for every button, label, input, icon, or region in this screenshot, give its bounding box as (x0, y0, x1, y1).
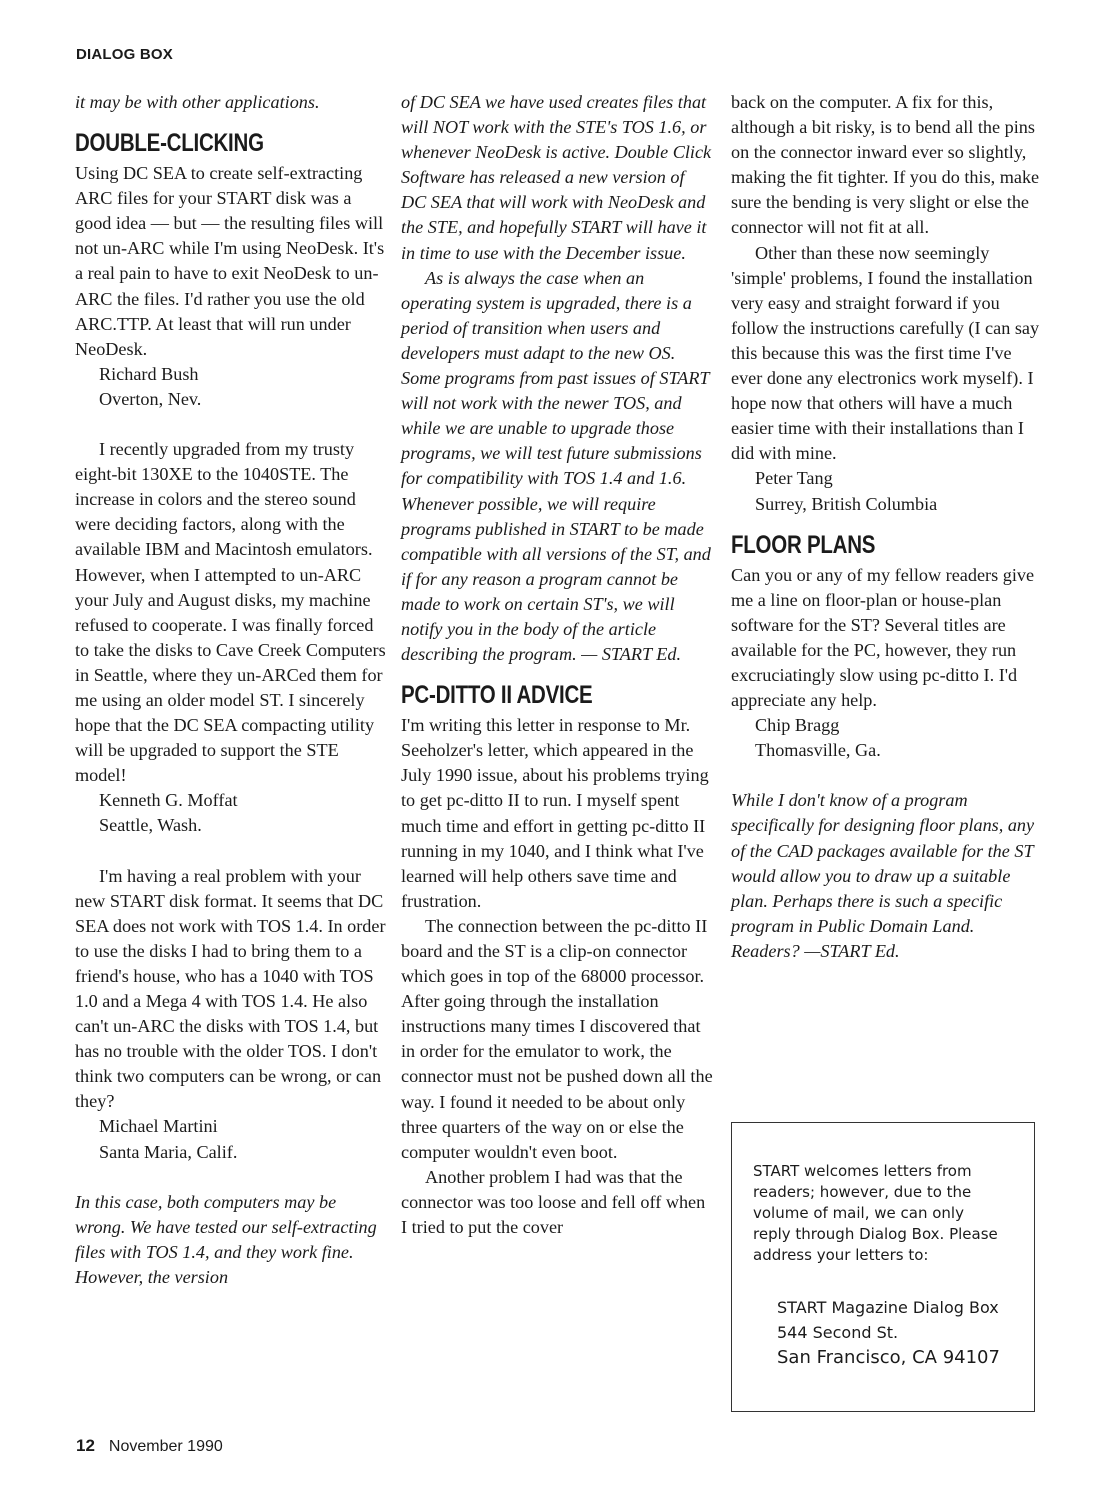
editor-reply: As is always the case when an operating system is upgraded, there is a period of transition when users and developers must adapt to the new OS. Some programs from past issues of START will not work with the newer TOS, and while we are unable to upgrade those programs, we will test future submissions for compatibility with TOS 1.4 and 1.6. Whenever possible, we will require programs published in START to be made compatible with all versions of the ST, and if for any reason a program cannot be made to work on certain ST's, we will notify you in the body of the article describing the program. — START Ed. (401, 267, 711, 665)
signature-name: Kenneth G. Moffat (99, 790, 238, 811)
address-line: San Francisco, CA 94107 (777, 1347, 1000, 1368)
signature-name: Peter Tang (755, 468, 833, 489)
issue-date: November 1990 (108, 1438, 223, 1455)
signature-name: Richard Bush (99, 363, 199, 384)
signature-place: Thomasville, Ga. (755, 740, 881, 761)
signature-name: Chip Bragg (755, 715, 840, 736)
heading-pc-ditto: PC-DITTO II ADVICE (401, 681, 593, 710)
editor-reply: In this case, both computers may be wrong. We have tested our self-extracting files with TOS 1.4, and they work fine. However, the version (75, 1191, 377, 1287)
contact-box-text: START welcomes letters from readers; however, due to the volume of mail, we can only reply through Dialog Box. Please address your letters to: (753, 1162, 998, 1264)
article-column-2 (401, 90, 713, 1240)
address-line: 544 Second St. (777, 1323, 899, 1342)
reply-intro-continuation: it may be with other applications. (75, 92, 320, 112)
article-column-3 (731, 90, 1043, 964)
page-footer (76, 1436, 223, 1456)
signature-name: Michael Martini (99, 1116, 218, 1137)
letter-bragg: Can you or any of my fellow readers give me a line on floor-plan or house-plan software for the ST? Several titles are available for the PC, however, they run excruciatingly slow using pc-ditto I. I'd appreciate any help. (731, 564, 1035, 711)
contact-address (777, 1295, 1000, 1370)
letter-bush: Using DC SEA to create self-extracting ARC files for your START disk was a good idea — but — the resulting files will not un-ARC while I'm using NeoDesk. It's a real pain to have to exit NeoDesk to un-ARC the files. I'd rather you use the old ARC.TTP. At least that will run under NeoDesk. (75, 163, 385, 359)
editor-reply-continuation: of DC SEA we have used creates files that will NOT work with the STE's TOS 1.6, or whenever NeoDesk is active. Double Click Software has released a new version of DC SEA that will work with NeoDesk and the STE, and hopefully START will have it in time to use with the December issue. (401, 92, 712, 263)
article-column-1 (75, 90, 387, 1290)
signature-place: Surrey, British Columbia (755, 493, 938, 514)
section-label: DIALOG BOX (76, 46, 174, 63)
signature-place: Overton, Nev. (99, 388, 202, 409)
letter-tang: I'm writing this letter in response to Mr. Seeholzer's letter, which appeared in the July 1990 issue, about his problems trying to get pc-ditto II to run. I myself spent much time and effort in getting pc-ditto II running in my 1040, and I think what I've learned will help others save time and frustration. (401, 715, 709, 911)
letter-tang: The connection between the pc-ditto II board and the ST is a clip-on connector which goes in top of the 68000 processor. After going through the installation instructions many times I discovered that in order for the emulator to work, the connector must not be pushed down all the way. I found it needed to be about only three quarters of the way on or else the computer wouldn't even boot. (401, 915, 713, 1162)
contact-box (731, 1122, 1035, 1412)
letter-martini: I'm having a real problem with your new START disk format. It seems that DC SEA does not work with TOS 1.4. In order to use the disks I had to bring them to a friend's house, who has a 1040 with TOS 1.0 and a Mega 4 with TOS 1.4. He also can't un-ARC the disks with TOS 1.4, but has no trouble with the older TOS. I don't think two computers can be wrong, or can they? (75, 865, 386, 1112)
editor-reply: While I don't know of a program specifically for designing floor plans, any of the CAD packages available for the ST would allow you to draw up a suitable plan. Perhaps there is such a specific program in Public Domain Land. Readers? —START Ed. (731, 790, 1035, 961)
letter-moffat: I recently upgraded from my trusty eight-bit 130XE to the 1040STE. The increase in colors and the stereo sound were deciding factors, along with the available IBM and Macintosh emulators. However, when I attempted to un-ARC your July and August disks, my machine refused to cooperate. I was finally forced to take the disks to Cave Creek Computers in Seattle, where they un-ARCed them for me using an older model ST. I sincerely hope that the DC SEA compacting utility will be upgraded to support the STE model! (75, 439, 386, 786)
heading-floor-plans: FLOOR PLANS (731, 530, 876, 559)
page-number: 12 (76, 1436, 95, 1455)
letter-tang: Another problem I had was that the connector was too loose and fell off when I tried to put the cover (401, 1166, 706, 1238)
address-line: START Magazine Dialog Box (777, 1298, 999, 1317)
letter-tang: Other than these now seemingly 'simple' problems, I found the installation very easy and straight forward if you follow the instructions carefully (I can say this because this was the first time I've ever done any electronics work myself). I hope now that others will have a much easier time with their installations than I did with mine. (731, 242, 1040, 464)
signature-place: Santa Maria, Calif. (99, 1141, 238, 1162)
letter-tang-continuation: back on the computer. A fix for this, although a bit risky, is to bend all the pins on the connector inward ever so slightly, making the fit tighter. If you do this, make sure the bending is very slight or else the connector will not fit at all. (731, 92, 1040, 238)
heading-double-clicking: DOUBLE-CLICKING (75, 129, 264, 158)
signature-place: Seattle, Wash. (99, 815, 202, 836)
